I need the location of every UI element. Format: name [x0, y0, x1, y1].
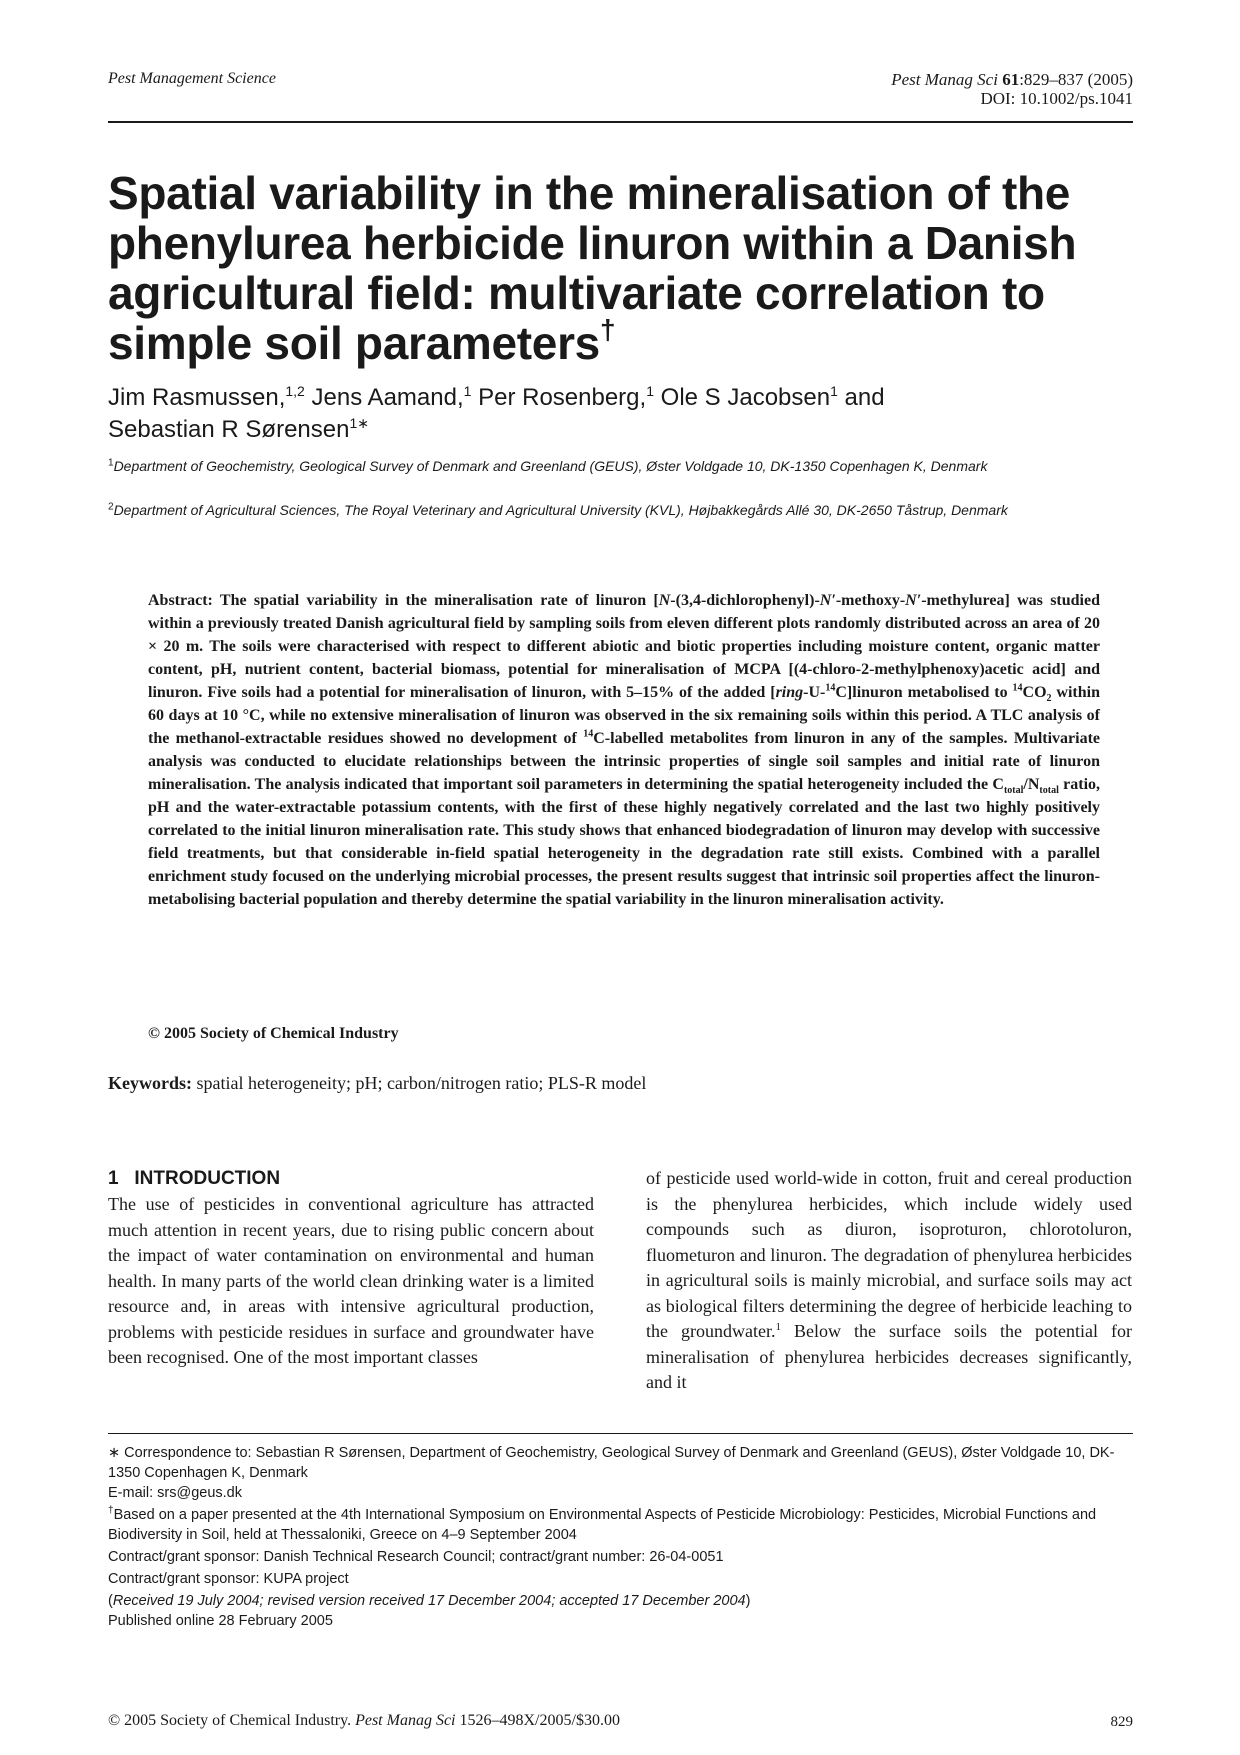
affiliation-text: Department of Geochemistry, Geological Survey of Denmark and Greenland (GEUS), Øster Voldgade 10, DK-1350 Copenhagen K, Denmark	[113, 458, 988, 474]
grant-note: Contract/grant sponsor: Danish Technical Research Council; contract/grant number: 26-04-0051	[108, 1549, 724, 1565]
abstract-italic: N′	[905, 592, 922, 609]
received-text: Received 19 July 2004; revised version received 17 December 2004; accepted 17 December 2004	[112, 1593, 746, 1609]
affiliation	[108, 499, 1138, 521]
abstract-copyright: © 2005 Society of Chemical Industry	[148, 1025, 399, 1042]
abstract-italic: ring	[775, 684, 804, 701]
header-rule	[108, 121, 1133, 123]
citation-volume: 61	[1002, 70, 1020, 89]
journal-name: Pest Management Science	[108, 70, 276, 87]
dagger-mark: †	[108, 1505, 114, 1517]
abstract-text: CO	[1022, 684, 1047, 701]
doi: DOI: 10.1002/ps.1041	[980, 89, 1133, 108]
isotope-sup: 14	[1012, 682, 1023, 694]
intro-paragraph-left: The use of pesticides in conventional agriculture has attracted much attention in recent years, due to rising public concern about the impact of water contamination on environmental and human health. In many parts of the world clean drinking water is a limited resource and, in areas with intensive agricultural production, problems with pesticide residues in surface and groundwater have been recognised. One of the most important classes	[108, 1194, 594, 1367]
email: E-mail: srs@geus.dk	[108, 1485, 242, 1501]
keywords	[108, 1073, 646, 1094]
abstract	[148, 589, 1100, 911]
paper-title	[108, 168, 1138, 368]
author-affil: 1	[830, 383, 838, 399]
footnotes	[108, 1443, 1133, 1633]
keywords-text: spatial heterogeneity; pH; carbon/nitrogen ratio; PLS-R model	[192, 1073, 647, 1093]
column-right	[646, 1166, 1132, 1396]
footer-copyright-text: © 2005 Society of Chemical Industry.	[108, 1712, 356, 1729]
subscript: 2	[1046, 693, 1052, 705]
author-affil: 1	[463, 383, 472, 399]
column-left	[108, 1166, 594, 1371]
author-affil: 1	[646, 383, 654, 399]
affiliation	[108, 455, 1138, 477]
abstract-label: Abstract:	[148, 592, 213, 609]
abstract-italic: N	[658, 592, 671, 609]
abstract-text: -U-	[803, 684, 826, 701]
footer-issn: 1526–498X/2005/$30.00	[455, 1712, 620, 1729]
author-affil: 1∗	[349, 415, 369, 431]
section-heading: 1 INTRODUCTION	[108, 1168, 281, 1189]
correspondence-text: Correspondence to: Sebastian R Sørensen, Department of Geochemistry, Geological Survey of Denmark and Greenland (GEUS), Øster Voldgade 10, DK-1350 Copenhagen K, Denmark	[108, 1445, 1115, 1481]
author-affil: 1,2	[285, 383, 305, 399]
author: Jens Aamand,	[311, 384, 464, 411]
isotope-sup: 14	[583, 728, 594, 740]
abstract-text: -methoxy-	[835, 592, 906, 609]
intro-paragraph-right: of pesticide used world-wide in cotton, fruit and cereal production is the phenylurea herbicides, which include widely used compounds such as diuron, isoproturon, chlorotoluron, fluometuron and linuron. The degradation of phenylurea herbicides in agricultural soils is mainly microbial, and surface soils may act as biological filters determining the degree of herbicide leaching to the groundwater.	[646, 1168, 1132, 1341]
based-on-note	[108, 1505, 1133, 1545]
keywords-label: Keywords:	[108, 1073, 192, 1093]
citation-line	[891, 70, 1133, 89]
citation-pages: :829–837 (2005)	[1019, 70, 1133, 89]
published-text: Published online 28 February 2005	[108, 1613, 333, 1629]
citation-journal: Pest Manag Sci	[891, 70, 998, 89]
affiliation-number: 1	[108, 457, 114, 469]
correspondence-note	[108, 1443, 1133, 1503]
abstract-text: within 60 days at 10 °C, while no extensive mineralisation of linuron was observed in the six remaining soils within this period. A TLC analysis of the methanol-extractable residues showed no development of	[148, 684, 1101, 747]
author: Ole S Jacobsen	[660, 384, 831, 411]
received-note	[108, 1591, 1133, 1631]
footnote-rule	[108, 1433, 1133, 1434]
author-separator: and	[837, 384, 885, 411]
author-separator	[305, 384, 312, 411]
subscript: total	[1003, 785, 1024, 797]
author-separator	[654, 384, 661, 411]
isotope-sup: 14	[825, 682, 836, 694]
paren: )	[745, 1593, 751, 1609]
affiliation-number: 2	[108, 501, 114, 513]
based-on-text: Based on a paper presented at the 4th International Symposium on Environmental Aspects of Pesticide Microbiology: Pesticides, Microbial Functions and Biodiversity in Soil, held at Thessaloniki, Greece on 4–9 September 2004	[108, 1507, 1097, 1543]
abstract-text: C]linuron metabolised to	[835, 684, 1013, 701]
subscript: total	[1039, 785, 1059, 797]
author: Jim Rasmussen,	[108, 384, 286, 411]
page-number: 829	[1110, 1714, 1133, 1730]
title-text: Spatial variability in the mineralisation of the phenylurea herbicide linuron within a Danish agricultural field: multivariate correlation to simple soil parameters	[108, 167, 1077, 369]
paren: (	[108, 1593, 113, 1609]
abstract-text: ratio, pH and the water-extractable potassium contents, with the first of these highly negatively correlated and the last two highly positively correlated to the initial linuron mineralisation rate. This study shows that enhanced biodegradation of linuron may develop with successive field treatments, but that considerable in-field spatial heterogeneity in the degradation rate still exists. Combined with a parallel enrichment study focused on the underlying microbial processes, the present results suggest that intrinsic soil properties affect the linuron-metabolising bacterial population and thereby determine the spatial variability in the linuron mineralisation activity.	[148, 776, 1101, 908]
reference-sup: 1	[775, 1321, 781, 1333]
footer-journal: Pest Manag Sci	[355, 1712, 456, 1729]
corresponding-mark: ∗	[108, 1445, 121, 1461]
abstract-text: /N	[1023, 776, 1040, 793]
abstract-text: C-labelled metabolites from linuron in any of the samples. Multivariate analysis was conducted to elucidate relationships between the intrinsic properties of single soil samples and initial rate of linuron mineralisation. The analysis indicated that important soil parameters in determining the spatial heterogeneity included the C	[148, 730, 1101, 793]
citation-block	[891, 70, 1133, 108]
footer-copyright	[108, 1712, 620, 1730]
grant-note: Contract/grant sponsor: KUPA project	[108, 1571, 349, 1587]
abstract-text: -methylurea] was studied within a previously treated Danish agricultural field by sampling soils from eleven different plots randomly distributed across an area of 20 × 20 m. The soils were characterised with respect to different abiotic and biotic properties including moisture content, organic matter content, pH, nutrient content, bacterial biomass, potential for mineralisation of MCPA [(4-chloro-2-methylphenoxy)acetic acid] and linuron. Five soils had a potential for mineralisation of linuron, with 5–15% of the added [	[148, 592, 1100, 701]
author: Sebastian R Sørensen	[108, 416, 350, 443]
author: Per Rosenberg,	[478, 384, 647, 411]
author-list	[108, 382, 1138, 446]
intro-paragraph-right: Below the surface soils the potential for mineralisation of phenylurea herbicides decreases significantly, and it	[646, 1321, 1132, 1392]
abstract-text: The spatial variability in the mineralisation rate of linuron [	[212, 592, 659, 609]
affiliation-text: Department of Agricultural Sciences, The Royal Veterinary and Agricultural University (KVL), Højbakkegårds Allé 30, DK-2650 Tåstrup, Denmark	[113, 502, 1008, 518]
abstract-italic: N′	[819, 592, 836, 609]
title-dagger: †	[599, 313, 616, 345]
abstract-text: -(3,4-dichlorophenyl)-	[670, 592, 820, 609]
